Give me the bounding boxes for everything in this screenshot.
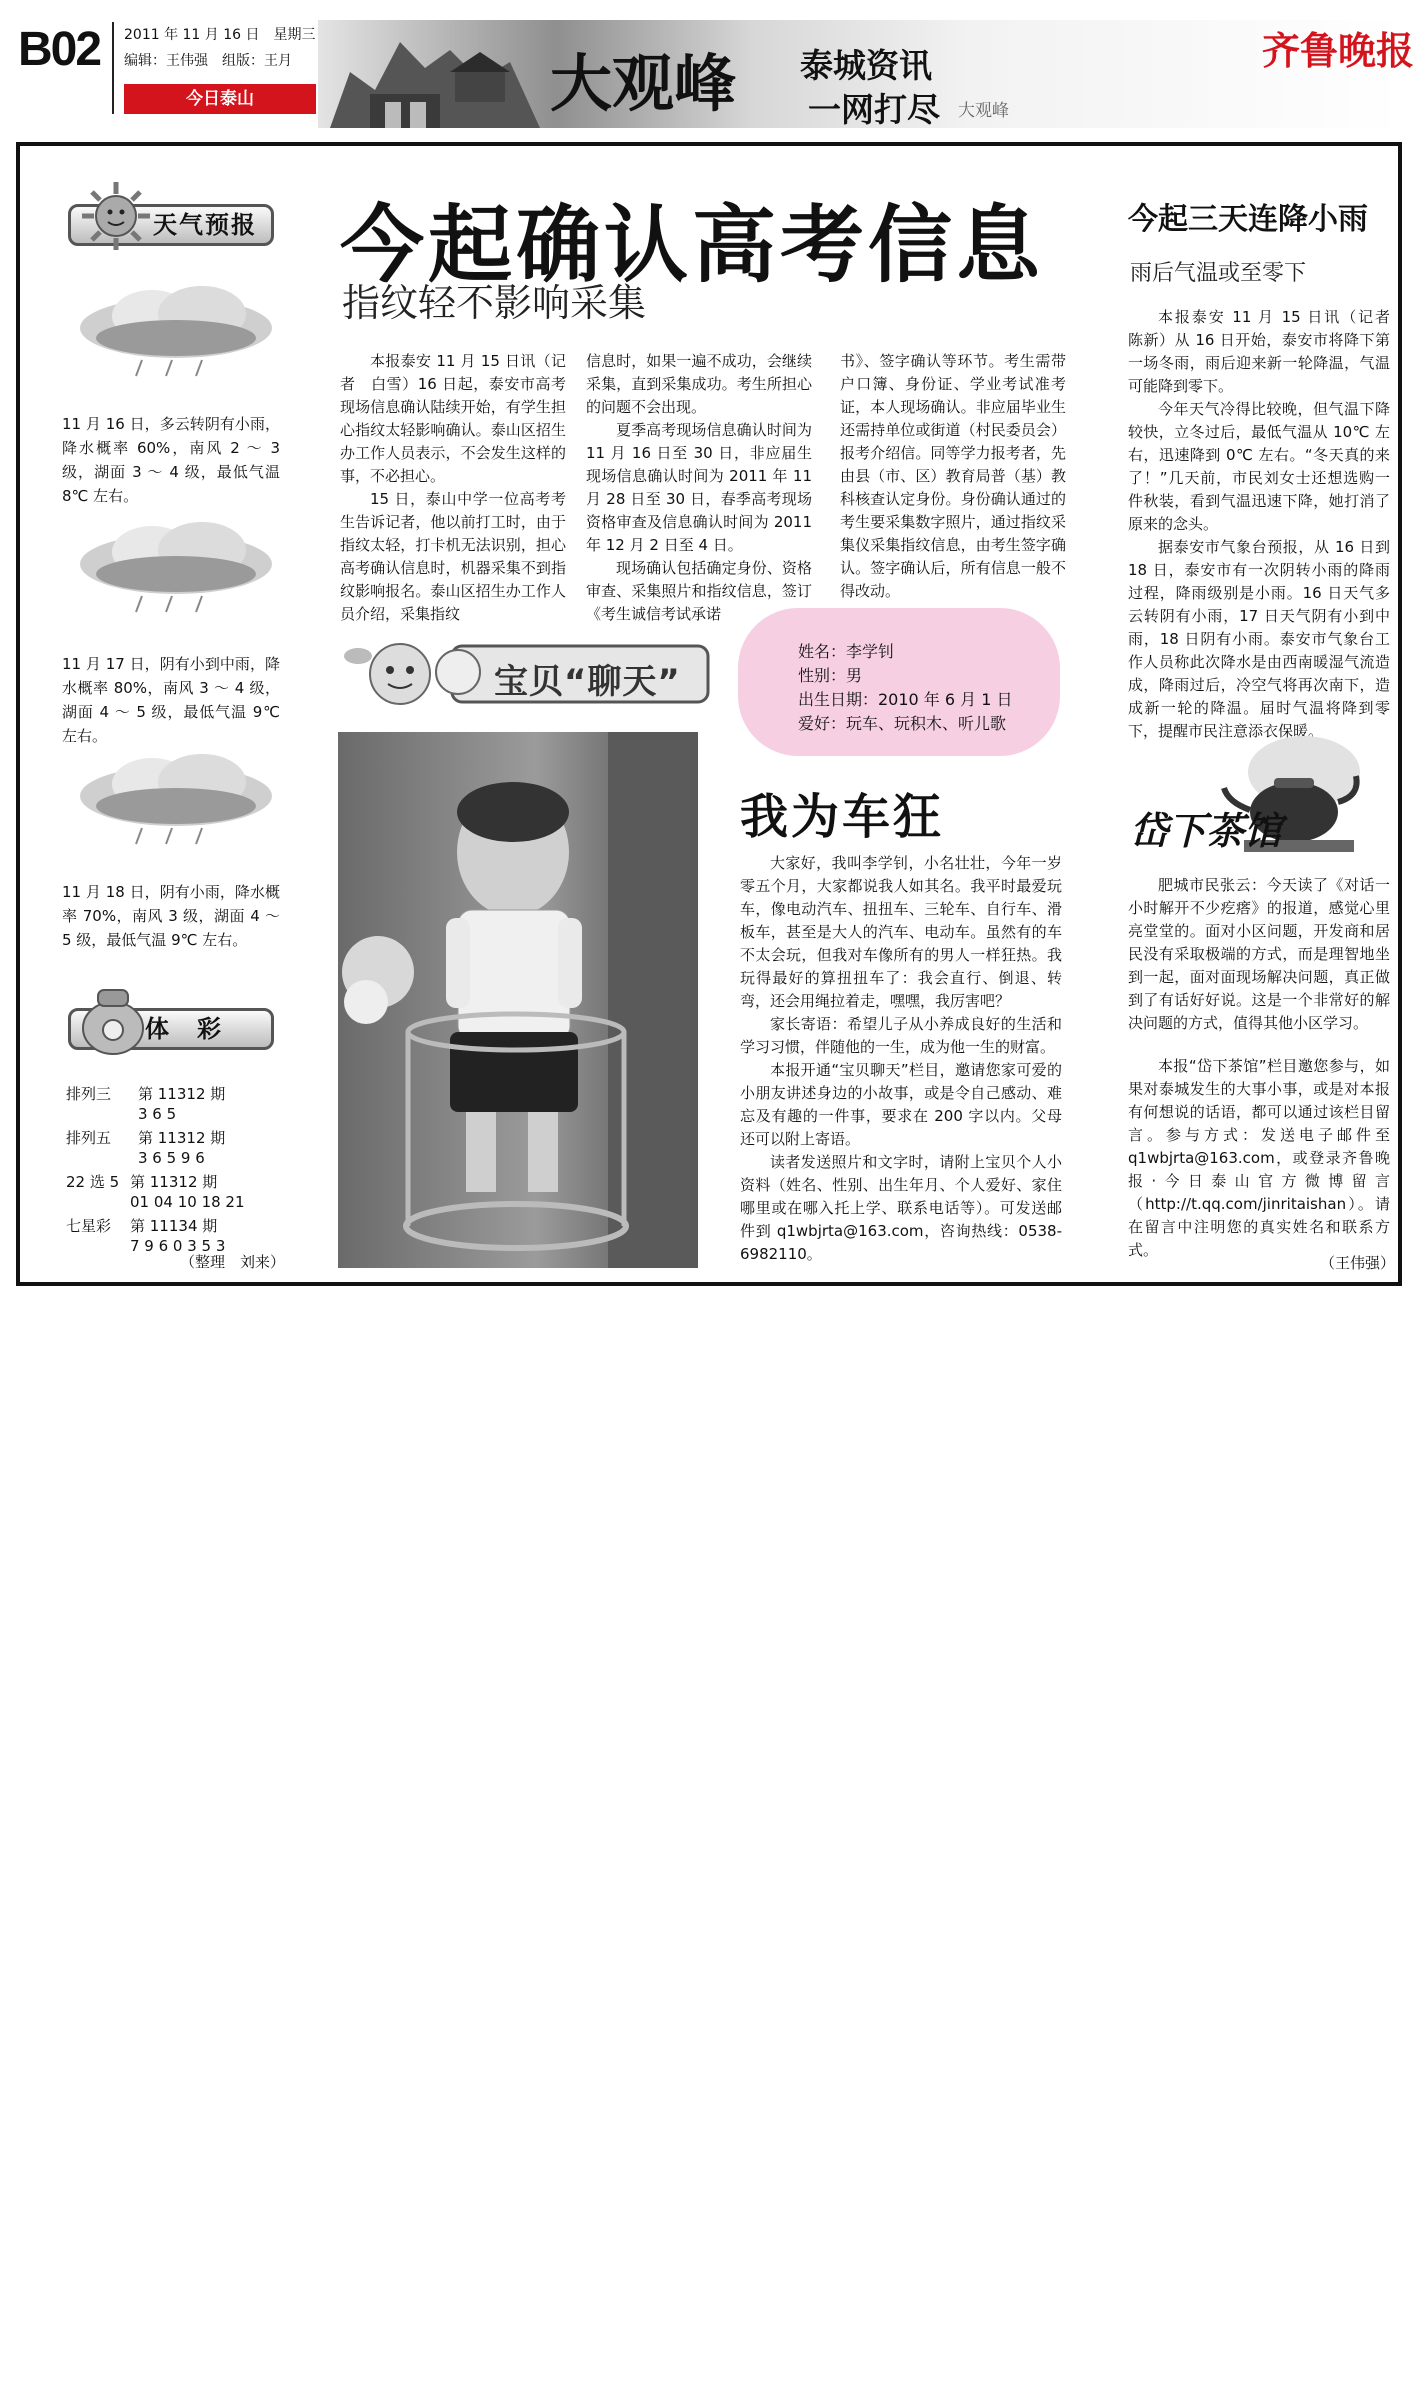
profile-gender: 性别：男 [798,666,863,685]
lottery-numbers: 3 6 5 9 6 [138,1149,205,1167]
rain-paragraph: 据泰安市气象台预报，从 16 日到 18 日，泰安市有一次阴转小雨的降雨过程，降雨级别是小雨。16 日天气多云转阴有小雨，17 日天气阴有小到中雨，18 日阴有小雨。泰安市气象台工作人员称此次降水是由西南暖湿气流造成，降雨过后，冷空气将再次南下，造成新一轮的降温。届时气温将降到零下，提醒市民注意添衣保暖。 [1128,538,1390,740]
main-headline: 今起确认高考信息 [340,196,1045,294]
rain-article-body [1128,306,1406,743]
teahouse-label: 岱下茶馆 [1130,808,1283,853]
lottery-name: 22 选 5 [66,1173,120,1191]
lottery-numbers: 01 04 10 18 21 [130,1193,245,1211]
article-paragraph: 现场确认包括确定身份、资格审查、采集照片和指纹信息，签订《考生诚信考试承诺 [586,559,812,623]
lottery-issue: 第 11134 期 [130,1217,218,1235]
article-paragraph: 信息时，如果一遍不成功，会继续采集，直到采集成功。考生所担心的问题不会出现。 [586,352,812,416]
treasure-pot-icon [78,980,148,1056]
rain-paragraph: 本报泰安 11 月 15 日讯（记者 陈新）从 16 日开始，泰安市将降下第一场冬雨，雨后迎来新一轮降温，气温可能降到零下。 [1128,308,1406,395]
baby-story-body [740,852,1062,1266]
page-number: B02 [18,23,101,76]
lottery-row [66,1216,225,1256]
mountain-gate-image [330,32,540,128]
cloud-rain-icon [72,284,280,380]
lottery-issue: 第 11312 期 [138,1129,226,1147]
lottery-row [66,1084,225,1124]
teahouse-body [1128,874,1390,1262]
baby-photo [338,732,698,1268]
lottery-section-title: 体 彩 [68,1008,274,1050]
sun-icon [80,180,152,252]
baby-column-title: 宝贝“聊天” [494,662,681,702]
article-paragraph: 15 日，泰山中学一位高考考生告诉记者，他以前打工时，由于指纹太轻，打卡机无法识别，担心高考确认信息时，机器采集不到指纹影响报名。泰山区招生办工作人员介绍，采集指纹 [340,490,566,623]
weather-section-title: 天气预报 [68,204,274,246]
banner-slogan-line1: 泰城资讯 [800,46,932,85]
teahouse-paragraph: 肥城市民张云：今天读了《对话一小时解开不少疙瘩》的报道，感觉心里亮堂堂的。面对小区问题，开发商和居民没有采取极端的方式，而是理智地坐到一起，面对面现场解决问题，真正做到了有话好好说。这是一个非常好的解决问题的方式，值得其他小区学习。 [1128,876,1390,1032]
lottery-numbers: 7 9 6 0 3 5 3 [130,1237,226,1255]
rain-headline: 今起三天连降小雨 [1128,202,1368,237]
banner-calligraphy: 大观峰 [550,47,737,120]
newspaper-logo: 齐鲁晚报 [1262,28,1415,73]
baby-paragraph: 读者发送照片和文字时，请附上宝贝个人小资料（姓名、性别、出生年月、个人爱好、家住哪里或在哪入托上学、联系电话等）。可发送邮件到 q1wbjrta@163.com，咨询热线：0538-6982110。 [740,1153,1062,1263]
article-paragraph: 夏季高考现场信息确认时间为 11 月 16 日至 30 日，非应届生现场信息确认时间为 2011 年 11 月 28 日至 30 日，春季高考现场资格审查及信息确认时间为 2011 年 12 月 2 日至 4 日。 [586,421,812,554]
date-line: 2011 年 11 月 16 日 星期三 [124,27,316,43]
rain-subheadline: 雨后气温或至零下 [1130,261,1307,286]
rain-paragraph: 今年天气冷得比较晚，但气温下降较快，立冬过后，最低气温从 10℃ 左右，迅速降到 0℃ 左右。“冬天真的来了！”几天前，市民刘女士还想选购一件秋装，看到气温迅速下降，她打消了原来的念头。 [1128,400,1390,533]
baby-paragraph: 家长寄语：希望儿子从小养成良好的生活和学习习惯，伴随他的一生，成为他一生的财富。 [740,1015,1062,1056]
lottery-numbers: 3 6 5 [138,1105,177,1123]
lottery-credit: （整理 刘来） [180,1253,286,1271]
main-subheadline: 指纹轻不影响采集 [342,281,647,325]
section-tag: 今日泰山 [124,84,316,114]
profile-birth: 出生日期：2010 年 6 月 1 日 [798,690,1013,709]
baby-paragraph: 大家好，我叫李学钊，小名壮壮，今年一岁零五个月，大家都说我人如其名。我平时最爱玩车，像电动汽车、扭扭车、三轮车、自行车、滑板车，甚至是大人的汽车、电动车。虽然有的车不太会玩，但我对车像所有的男人一样狂热。我玩得最好的算扭扭车了：我会直行、倒退、转弯，还会用绳拉着走，嘿嘿，我厉害吧？ [740,854,1062,1010]
lottery-row [66,1172,245,1212]
teahouse-paragraph: 本报“岱下茶馆”栏目邀您参与，如果对泰城发生的大事小事，或是对本报有何想说的话语，都可以通过该栏目留言。参与方式：发送电子邮件至 q1wbjrta@163.com，或登录齐鲁晚报·今日泰山官方微博留言（http://t.qq.com/jinritaishan）。请在留言中注明您的真实姓名和联系方式。 [1128,1057,1390,1259]
lottery-issue: 第 11312 期 [130,1173,218,1191]
banner-slogan-line2: 一网打尽 [808,90,940,129]
lottery-name: 排列三 [66,1085,112,1103]
weather-day-3: 11 月 18 日，阴有小雨，降水概率 70%，南风 3 级，湖面 4 ～ 5 级，最低气温 9℃ 左右。 [62,883,280,949]
cloud-rain-icon [72,752,280,848]
header-divider [112,22,114,114]
article-column-2 [586,350,812,626]
article-paragraph: 本报泰安 11 月 15 日讯（记者 白雪）16 日起，泰安市高考现场信息确认陆续开始，有学生担心指纹太轻影响确认。泰山区招生办工作人员表示，不会发生这样的事，不必担心。 [340,352,566,485]
article-paragraph: 书》、签字确认等环节。考生需带户口簿、身份证、学业考试准考证，本人现场确认。非应届毕业生还需持单位或街道（村民委员会）报考介绍信。同等学力报考者，先由县（市、区）教育局普（基）教科核查认定身份。身份确认通过的考生要采集数字照片，通过指纹采集仪采集指纹信息，由考生签字确认。签字确认后，所有信息一般不得改动。 [840,352,1066,600]
cloud-rain-icon [72,520,280,616]
baby-story-heading: 我为车狂 [740,789,945,845]
lottery-name: 七星彩 [66,1217,112,1235]
weather-day-2: 11 月 17 日，阴有小到中雨，降水概率 80%，南风 3 ～ 4 级，湖面 4 ～ 5 级，最低气温 9℃ 左右。 [62,655,280,745]
article-column-1 [340,350,566,626]
lottery-issue: 第 11312 期 [138,1085,226,1103]
editors-line: 编辑：王伟强 组版：王月 [124,53,292,69]
lottery-row [66,1128,225,1168]
lottery-name: 排列五 [66,1129,112,1147]
byline: （王伟强） [1320,1254,1396,1272]
profile-hobby: 爱好：玩车、玩积木、听儿歌 [798,714,1007,733]
weather-day-1: 11 月 16 日，多云转阴有小雨，降水概率 60%，南风 2 ～ 3 级，湖面 3 ～ 4 级，最低气温 8℃ 左右。 [62,415,280,505]
article-column-3 [840,350,1066,603]
profile-name: 姓名：李学钊 [798,642,895,661]
banner-watermark: 大观峰 [958,101,1009,121]
baby-paragraph: 本报开通“宝贝聊天”栏目，邀请您家可爱的小朋友讲述身边的小故事，或是令自己感动、难忘及有趣的一件事，要求在 200 字以内。父母还可以附上寄语。 [740,1061,1062,1148]
